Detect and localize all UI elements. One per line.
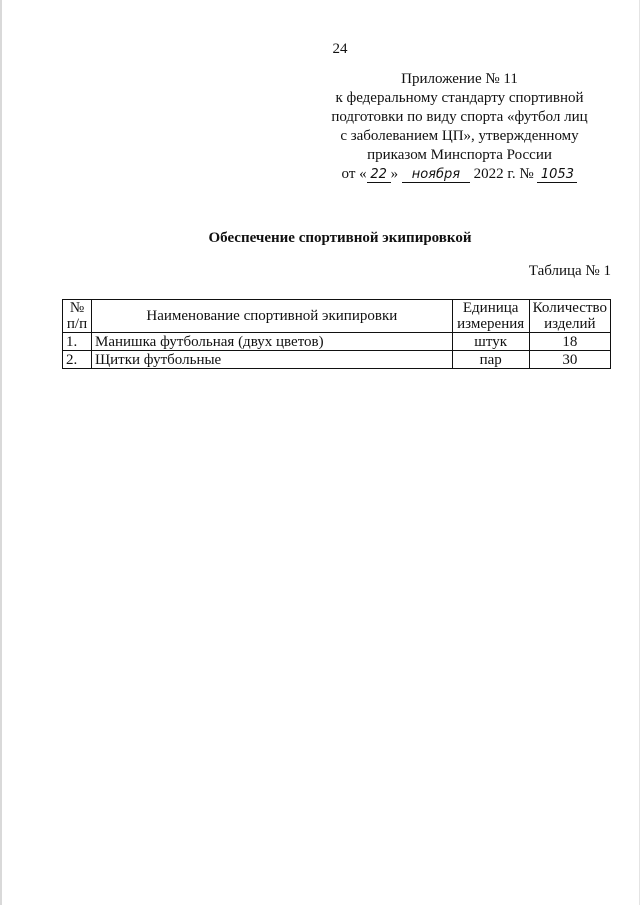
appendix-line: с заболеванием ЦП», утвержденному xyxy=(340,128,579,144)
handwritten-month: ноября xyxy=(402,168,470,183)
equipment-table xyxy=(62,299,611,369)
cell-qty: 18 xyxy=(529,333,610,351)
header-name: Наименование спортивной экипировки xyxy=(92,300,453,333)
handwritten-day: 22 xyxy=(367,168,391,183)
section-title: Обеспечение спортивной экипировкой xyxy=(208,230,472,246)
header-qty-line2: изделий xyxy=(544,316,596,332)
cell-num: 1. xyxy=(63,333,92,351)
approval-prefix: от « xyxy=(341,166,367,182)
header-num xyxy=(63,300,92,333)
page-number: 24 xyxy=(332,41,348,57)
header-num-line1: № xyxy=(69,300,85,316)
appendix-line: подготовки по виду спорта «футбол лиц xyxy=(331,109,588,125)
approval-line xyxy=(312,165,607,184)
appendix-header xyxy=(312,70,607,184)
table-row xyxy=(63,351,611,369)
table-header-row xyxy=(63,300,611,333)
approval-year: 2022 г. № xyxy=(473,166,534,182)
header-qty xyxy=(529,300,610,333)
cell-num: 2. xyxy=(63,351,92,369)
appendix-title: Приложение № 11 xyxy=(401,71,518,87)
cell-name: Щитки футбольные xyxy=(92,351,453,369)
header-unit xyxy=(452,300,529,333)
header-num-line2: п/п xyxy=(66,316,88,332)
cell-name: Манишка футбольная (двух цветов) xyxy=(92,333,453,351)
appendix-line: к федеральному стандарту спортивной xyxy=(335,90,584,106)
handwritten-order-number: 1053 xyxy=(537,168,577,183)
header-unit-line1: Единица xyxy=(462,300,519,316)
cell-qty: 30 xyxy=(529,351,610,369)
approval-quote-close: » xyxy=(390,166,399,182)
header-qty-line1: Количество xyxy=(532,300,607,316)
table-label: Таблица № 1 xyxy=(528,263,611,279)
cell-unit: пар xyxy=(452,351,529,369)
cell-unit: штук xyxy=(452,333,529,351)
table-row xyxy=(63,333,611,351)
header-unit-line2: измерения xyxy=(457,316,525,332)
appendix-line: приказом Минспорта России xyxy=(367,147,552,163)
